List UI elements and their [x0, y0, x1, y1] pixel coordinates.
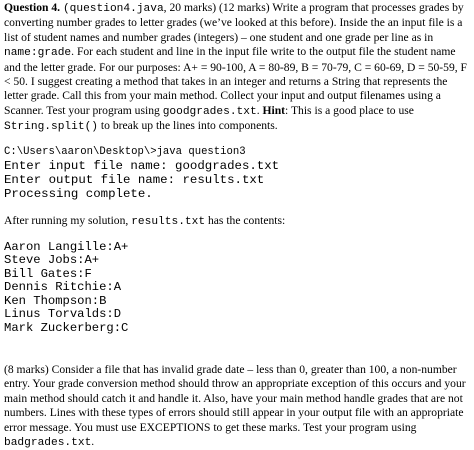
question-text-a: , 20 marks) (12 marks) Write a program that processes grades by converting number grades to letter grades (we’ve looked at this before). Inside the an input file is a list of student names and number grades (integers) – one student and one grade per line as in — [4, 1, 464, 44]
bad-filename: badgrades.txt — [4, 436, 92, 449]
results-line: Linus Torvalds:D — [4, 307, 122, 322]
part2-text-b: . — [91, 434, 95, 448]
question-text-c: . — [256, 103, 263, 117]
console-prompt: C:\Users\aaron\Desktop\>java question3 — [4, 145, 246, 158]
document-page — [4, 1, 470, 450]
results-filename: results.txt — [131, 215, 206, 228]
console-output — [4, 146, 470, 201]
results-line: Steve Jobs:A+ — [4, 253, 100, 268]
results-line: Dennis Ritchie:A — [4, 280, 122, 295]
after-run-text-a: After running my solution, — [4, 213, 132, 227]
part2-paragraph — [4, 363, 470, 450]
format-code: name:grade — [4, 47, 72, 60]
question-label: Question 4. — [4, 1, 61, 14]
question-filename: (question4.java — [62, 3, 164, 15]
question-text-b: . For each student and line in the input file write to the output file the student name and the letter grade. For our purposes: A+ = 90-100, A = 80-89, B = 70-79, C = 60-69, D = 50-59, F < 50. I suggest creating a method that takes in an integer and returns a String that represents the letter grade. Call this from your main method. Collect your input and output filenames using a Scanner. Test your program using — [4, 45, 468, 117]
question4-paragraph — [4, 1, 470, 135]
results-line: Bill Gates:F — [4, 266, 92, 281]
question-text-d: : This is a good place to use — [285, 103, 414, 117]
after-run-paragraph — [4, 214, 470, 229]
console-line: Enter input file name: goodgrades.txt — [4, 158, 280, 173]
console-line: Processing complete. — [4, 186, 153, 201]
console-line: Enter output file name: results.txt — [4, 172, 265, 187]
split-code: String.split() — [4, 121, 98, 134]
results-line: Aaron Langille:A+ — [4, 240, 129, 255]
part2-text-a: (8 marks) Consider a file that has invalid grade date – less than 0, greater than 100, a non-number entry. Your grade conversion method should throw an appropriate exception of this occurs and your main method should catch it and handle it. Also, have your main method handle grades that are not numbers. Lines with these types of errors should still appear in your output file with an appropriate error message. You must use EXCEPTIONS to get these marks. Test your program using — [4, 362, 466, 434]
test-filename: goodgrades.txt — [162, 105, 257, 118]
results-listing — [4, 241, 470, 335]
results-line: Mark Zuckerberg:C — [4, 320, 129, 335]
results-line: Ken Thompson:B — [4, 293, 107, 308]
after-run-text-b: has the contents: — [205, 213, 286, 227]
hint-label: Hint — [262, 103, 286, 117]
question-text-e: to break up the lines into components. — [98, 119, 278, 133]
